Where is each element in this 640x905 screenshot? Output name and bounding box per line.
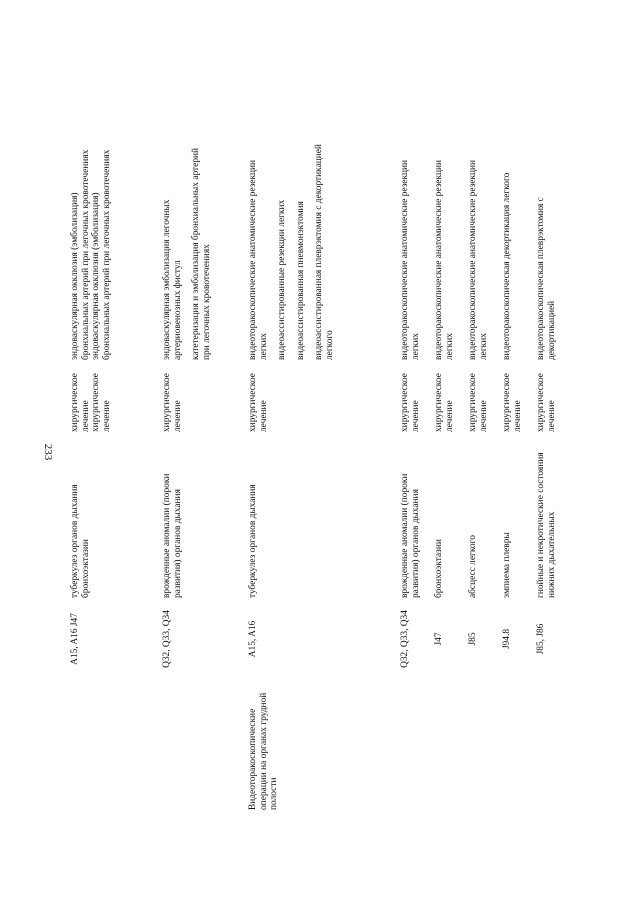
group-cell: Видеоторакоскопические операции на органах грудной полости [248, 692, 280, 810]
diagnosis-cell: туберкулез органов дыхания бронхоэктазии [70, 484, 91, 598]
icd-code-cell: Q32, Q33, Q34 [400, 610, 410, 668]
icd-code-cell: J85, J86 [536, 623, 546, 655]
table-row [160, 137, 246, 813]
procedure-text: видеоторакоскопические анатомические резекции легких [468, 159, 489, 360]
procedure-text: эндоваскулярная эмболизация легочных артериовенозных фистул [162, 199, 183, 360]
treatment-cell: хирургическое лечение [536, 373, 557, 432]
procedure-text: видеоторакоскопическая декортикация легкого [502, 172, 512, 360]
group-cell [68, 677, 160, 813]
procedure-text: видеоторакоскопические анатомические резекции легких [248, 159, 269, 360]
treatment-cell: хирургическое лечение [502, 373, 523, 432]
icd-code-cell: J85 [468, 632, 478, 646]
treatment-cell: хирургическое лечение [248, 373, 269, 432]
table-row [432, 137, 466, 813]
diagnosis-cell: гнойные и некротические состояния нижних дыхательных [536, 452, 557, 598]
table-row [534, 137, 564, 813]
procedures-cell [466, 137, 500, 363]
page-number: 233 [42, 443, 54, 461]
treatment-cell: хирургическое лечение хирургическое лечение [70, 373, 112, 432]
group-cell [500, 677, 534, 813]
diagnosis-cell: туберкулез органов дыхания [248, 484, 258, 598]
group-cell [534, 677, 564, 813]
icd-code-cell: J47 [434, 632, 444, 646]
procedures-cell [160, 137, 246, 363]
diagnosis-cell: эмпиема плевры [502, 532, 512, 598]
procedures-cell [246, 137, 398, 363]
group-cell [432, 677, 466, 813]
diagnosis-cell: абсцесс легкого [468, 535, 478, 598]
procedure-text: видеоассистированная пневмонэктомия [295, 201, 306, 360]
treatment-cell: хирургическое лечение [162, 373, 183, 432]
table-row [246, 137, 398, 813]
icd-code-cell: A15, A16 J47 [70, 613, 80, 665]
table-row [68, 137, 160, 813]
group-cell [160, 677, 246, 813]
treatment-cell: хирургическое лечение [468, 373, 489, 432]
procedure-text: видеоассистированная плеврэктомия с декортикацией легкого [314, 144, 335, 360]
procedures-cell [398, 137, 432, 363]
table-row [398, 137, 432, 813]
procedures-table [68, 137, 564, 813]
procedures-cell [68, 137, 160, 363]
procedures-cell [500, 137, 534, 363]
diagnosis-cell: бронхоэктазии [434, 539, 444, 598]
icd-code-cell: A15, A16 [248, 620, 258, 658]
treatment-cell: хирургическое лечение [434, 373, 455, 432]
icd-code-cell: Q32, Q33, Q34 [162, 610, 172, 668]
procedure-text: видеоассистированные резекции легких [277, 199, 288, 360]
diagnosis-cell: врожденные аномалии (пороки развития) органов дыхания [162, 473, 183, 598]
table-row [466, 137, 500, 813]
procedure-text: катетеризация и эмболизация бронхиальных артерий при легочных кровотечениях [191, 147, 212, 360]
group-cell [466, 677, 500, 813]
icd-code-cell: J94.8 [502, 628, 512, 650]
procedure-text: эндоваскулярная окклюзия (эмболизация) бронхиальных артерий при легочных кровотечениях эндоваскулярная окклюзия (эмболизация) бронхиальных артерий при легочных кровотечениях [70, 149, 112, 360]
procedure-text: видеоторакоскопические анатомические резекции легких [434, 159, 455, 360]
group-cell [398, 677, 432, 813]
table-row [500, 137, 534, 813]
procedures-cell [432, 137, 466, 363]
treatment-cell: хирургическое лечение [400, 373, 421, 432]
procedures-cell [534, 137, 564, 363]
diagnosis-cell: врожденные аномалии (пороки развития) органов дыхания [400, 473, 421, 598]
procedure-text: видеоторакоскопические анатомические резекции легких [400, 159, 421, 360]
procedure-text: видеоторакоскопическая плеврэктомия с декортикацией [536, 197, 557, 360]
